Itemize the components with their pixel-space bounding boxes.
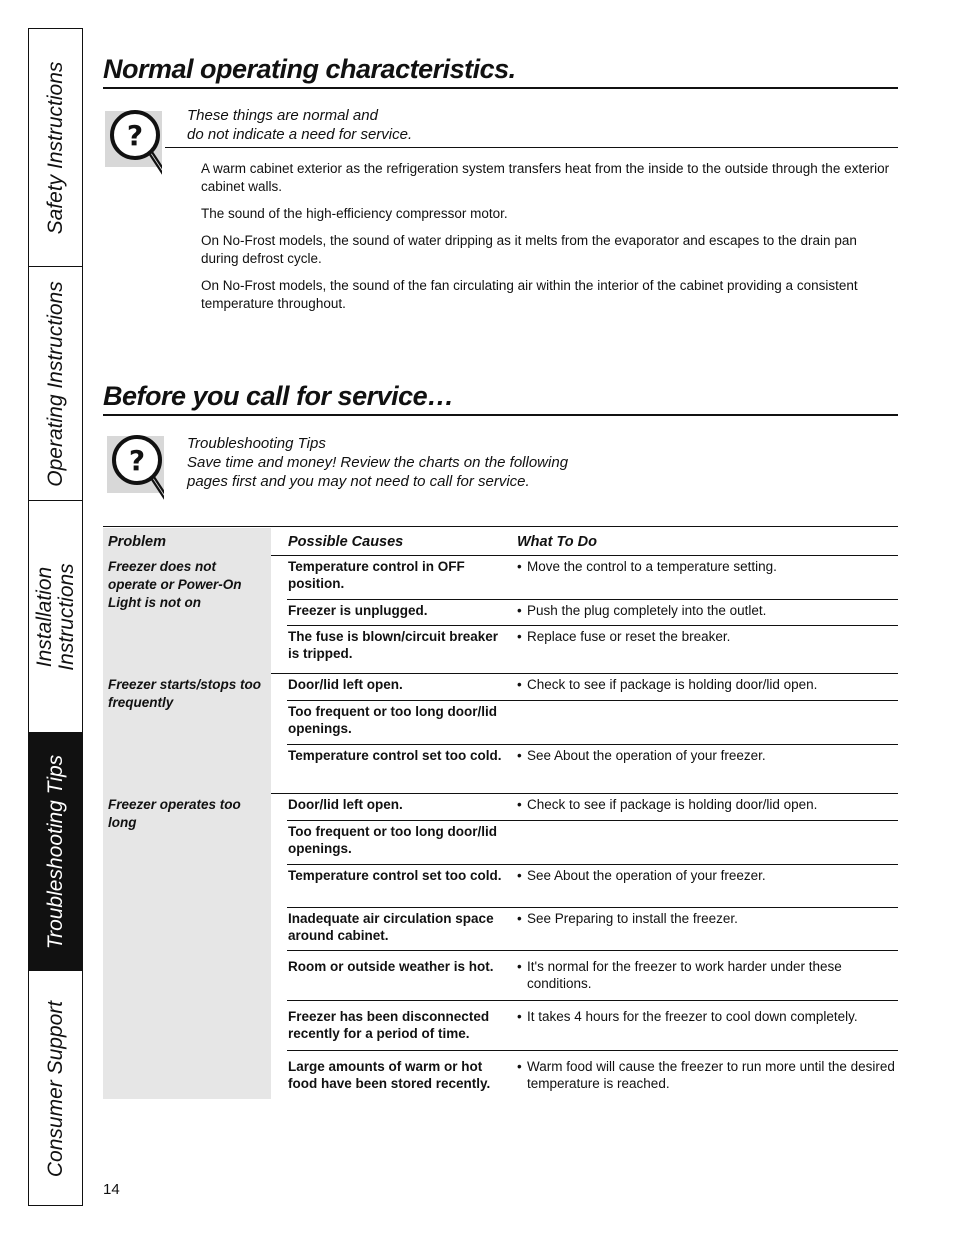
cause-cell: Temperature control set too cold. (288, 868, 502, 883)
todo-cell: • See Preparing to install the freezer. (517, 910, 902, 927)
cause-cell: Temperature control in OFF position. (288, 559, 465, 591)
cause-cell: Freezer has been disconnected recently for a period of time. (288, 1009, 490, 1041)
problem-cell: Freezer starts/stops too frequently (103, 673, 271, 793)
side-tab-strip (28, 28, 83, 1206)
cause-cell: Too frequent or too long door/lid openings. (288, 704, 497, 736)
question-icon (104, 110, 162, 190)
table-top-rule (103, 526, 898, 527)
tab-label: Troubleshooting Tips (43, 754, 67, 949)
row-rule (287, 700, 898, 701)
todo-cell: • It's normal for the freezer to work harder under these conditions. (517, 958, 902, 992)
tab-operating-instructions[interactable] (29, 267, 82, 501)
row-rule (287, 907, 898, 908)
row-rule (287, 950, 898, 951)
row-rule (287, 625, 898, 626)
cause-cell: The fuse is blown/circuit breaker is tripped. (288, 629, 499, 661)
cause-cell: Door/lid left open. (288, 797, 403, 812)
problem-cell: Freezer operates too long (103, 793, 271, 1099)
todo-cell: • Move the control to a temperature setting. (517, 558, 902, 575)
problem-group (103, 793, 898, 1099)
question-icon (106, 435, 164, 515)
cause-cell: Too frequent or too long door/lid openings. (288, 824, 497, 856)
service-section-title: Before you call for service… (103, 381, 898, 416)
normal-item: On No-Frost models, the sound of water dripping as it melts from the evaporator and escapes to the drain pan during defrost cycle. (201, 233, 857, 266)
header-problem: Problem (103, 528, 271, 556)
service-intro (187, 434, 568, 491)
normal-intro-line: do not indicate a need for service. (187, 126, 413, 143)
cause-cell: Inadequate air circulation space around cabinet. (288, 911, 494, 943)
tab-label: Operating Instructions (43, 280, 67, 487)
service-intro-line: pages first and you may not need to call for service. (187, 473, 530, 490)
normal-section-title: Normal operating characteristics. (103, 54, 898, 89)
todo-cell: • See About the operation of your freezer. (517, 747, 902, 764)
page-number: 14 (103, 1181, 120, 1198)
todo-cell: • See About the operation of your freezer. (517, 867, 902, 884)
normal-item: The sound of the high-efficiency compressor motor. (201, 206, 508, 221)
tab-safety-instructions[interactable] (29, 29, 82, 267)
normal-item: A warm cabinet exterior as the refrigeration system transfers heat from the inside to the outside through the exterior cabinet walls. (201, 161, 890, 194)
todo-cell: • Warm food will cause the freezer to run more until the desired temperature is reached. (517, 1058, 902, 1092)
row-rule (287, 820, 898, 821)
todo-cell: • Check to see if package is holding door/lid open. (517, 796, 902, 813)
cause-cell: Large amounts of warm or hot food have been stored recently. (288, 1059, 491, 1091)
normal-intro-line: These things are normal and (187, 107, 378, 124)
todo-cell: • Replace fuse or reset the breaker. (517, 628, 902, 645)
cause-cell: Temperature control set too cold. (288, 748, 502, 763)
service-intro-line: Save time and money! Review the charts on the following (187, 454, 569, 471)
cause-cell: Room or outside weather is hot. (288, 959, 494, 974)
todo-cell: • Push the plug completely into the outlet. (517, 602, 902, 619)
svg-text:?: ? (128, 444, 146, 477)
service-intro-line: Troubleshooting Tips (187, 435, 326, 452)
tab-installation-instructions[interactable] (29, 501, 82, 733)
tab-label: Safety Instructions (43, 61, 67, 234)
row-rule (287, 1050, 898, 1051)
row-rule (287, 599, 898, 600)
tab-consumer-support[interactable] (29, 971, 82, 1207)
cause-cell: Freezer is unplugged. (288, 603, 428, 618)
tab-label: Consumer Support (43, 1000, 67, 1178)
todo-cell: • Check to see if package is holding door/lid open. (517, 676, 902, 693)
problem-group (103, 555, 898, 673)
tab-troubleshooting-tips[interactable] (29, 733, 82, 971)
normal-item: On No-Frost models, the sound of the fan circulating air within the interior of the cabinet providing a consistent temperature throughout. (201, 278, 858, 311)
row-rule (287, 744, 898, 745)
normal-intro (187, 106, 412, 144)
problem-cell: Freezer does not operate or Power-On Light is not on (103, 555, 271, 673)
cause-cell: Door/lid left open. (288, 677, 403, 692)
header-causes: Possible Causes (288, 534, 404, 550)
row-rule (287, 1000, 898, 1001)
tab-label: Installation Instructions (32, 562, 78, 671)
header-todo: What To Do (517, 534, 597, 550)
svg-text:?: ? (126, 119, 144, 152)
normal-intro-rule (165, 147, 898, 148)
row-rule (287, 864, 898, 865)
problem-group (103, 673, 898, 793)
todo-cell: • It takes 4 hours for the freezer to cool down completely. (517, 1008, 902, 1025)
